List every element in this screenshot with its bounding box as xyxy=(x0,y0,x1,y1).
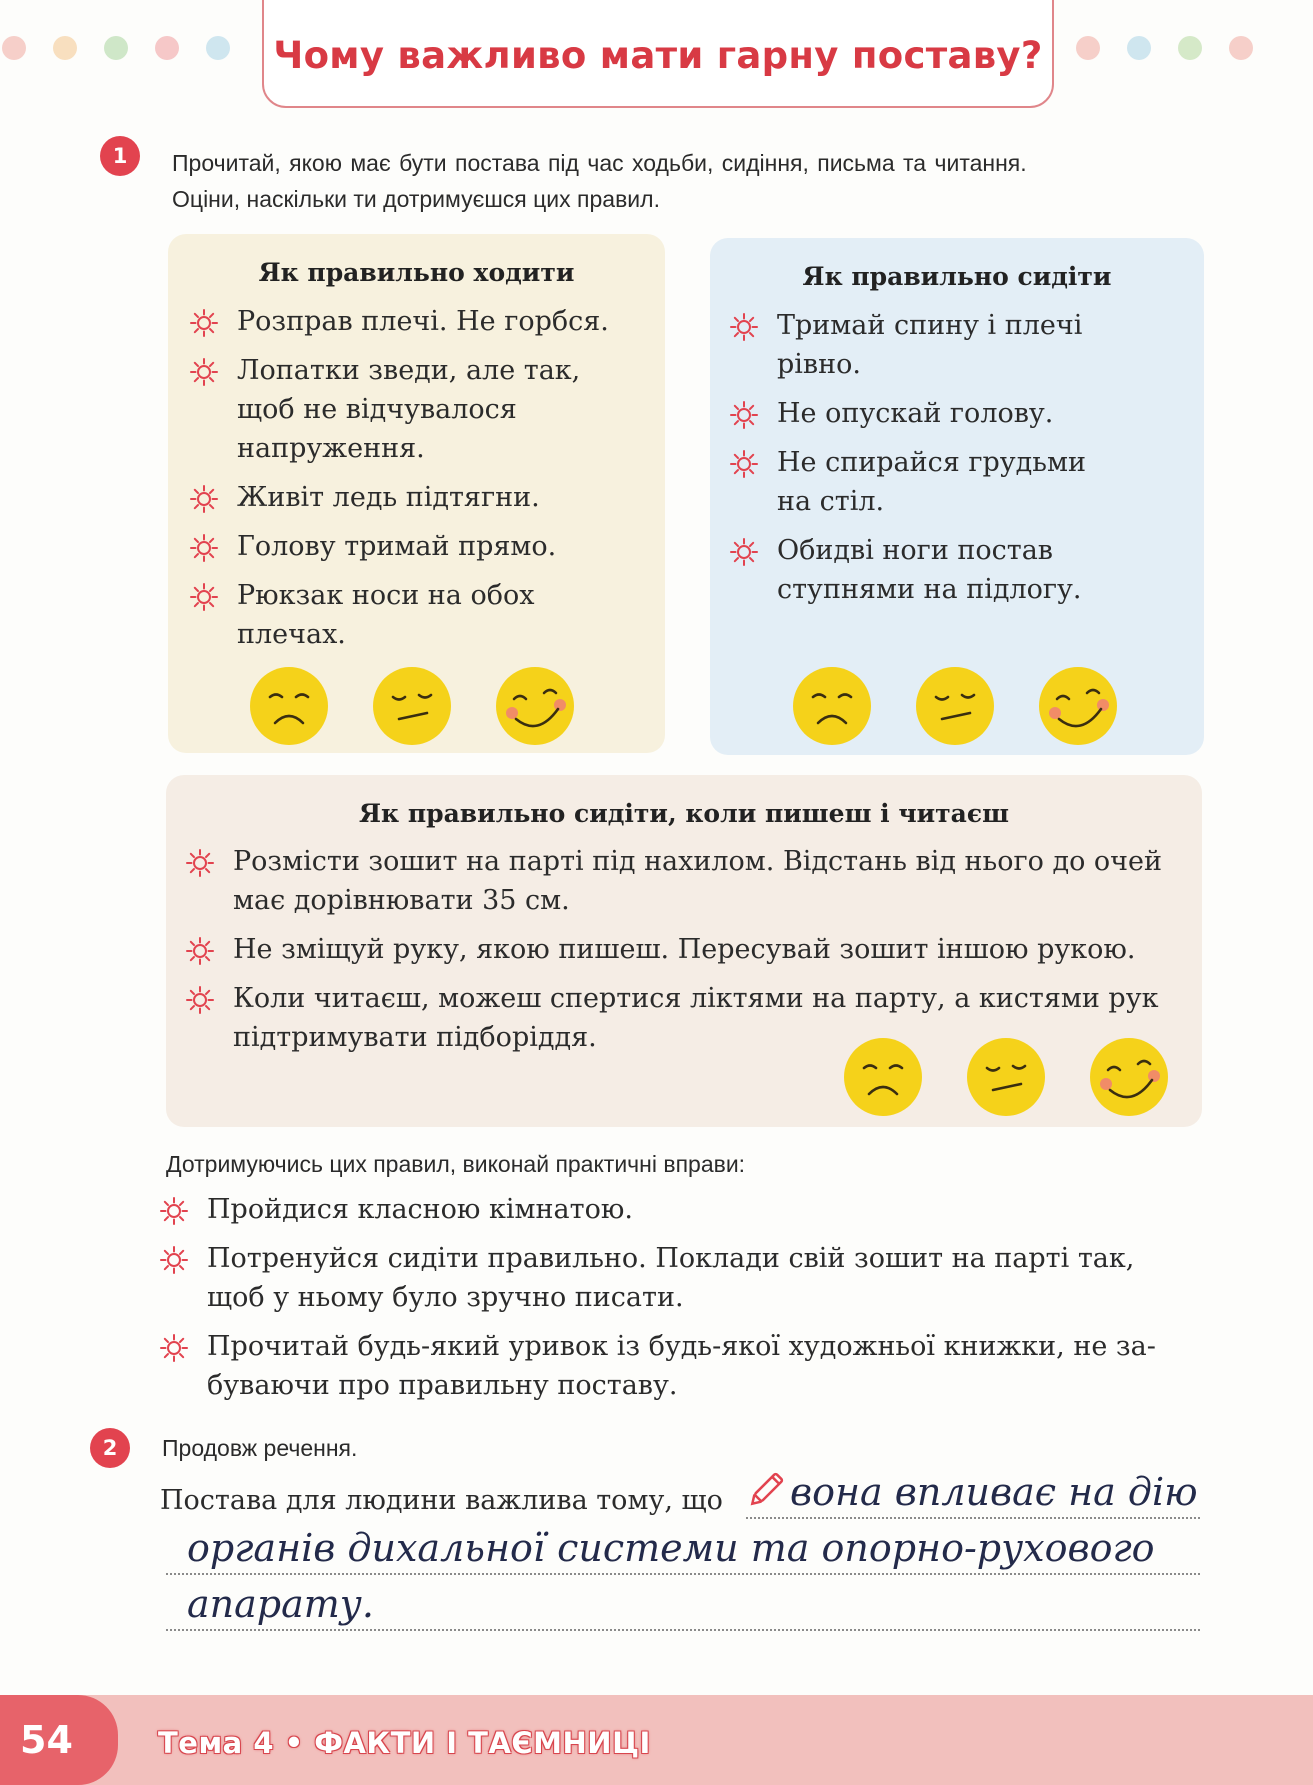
sun-bullet-icon xyxy=(730,538,758,566)
sun-bullet-icon xyxy=(190,485,218,513)
decor-dot xyxy=(1127,36,1151,60)
rule-item xyxy=(777,306,1082,384)
rule-item xyxy=(237,527,556,566)
rule-line: плечах. xyxy=(237,619,346,650)
rule-item xyxy=(777,443,1086,521)
sun-bullet-icon xyxy=(190,309,218,337)
sad-face-icon xyxy=(248,665,330,747)
rule-line: буваючи про правильну поставу. xyxy=(207,1370,678,1401)
card-title: Як правильно сидіти, коли пишеш і читаєш xyxy=(359,799,1009,828)
rule-line: підтримувати підборіддя. xyxy=(233,1022,597,1053)
decor-dot xyxy=(2,36,26,60)
rule-item xyxy=(237,478,540,517)
rule-item xyxy=(237,351,580,468)
header-dots-right xyxy=(1076,36,1253,60)
sun-bullet-icon xyxy=(190,534,218,562)
rule-line: Обидві ноги постав xyxy=(777,535,1054,566)
rule-line: Лопатки зведи, але так, xyxy=(237,355,581,386)
answer-line-1: вона впливає на дію xyxy=(790,1470,1198,1514)
sun-bullet-icon xyxy=(730,313,758,341)
sun-bullet-icon xyxy=(186,986,214,1014)
sun-bullet-icon xyxy=(160,1334,188,1362)
rule-line: Не спирайся грудьми xyxy=(777,447,1086,478)
sun-bullet-icon xyxy=(186,849,214,877)
decor-dot xyxy=(1229,36,1253,60)
instruction-line: Оціни, наскільки ти дотримуєшся цих правил. xyxy=(172,186,660,212)
page-title: Чому важливо мати гарну поставу? xyxy=(273,34,1043,77)
happy-face-icon xyxy=(494,665,576,747)
rule-line: Прочитай будь-який уривок із будь-якої художньої книжки, не за- xyxy=(207,1331,1156,1362)
rule-line: Рюкзак носи на обох xyxy=(237,580,535,611)
rule-item xyxy=(777,531,1082,609)
sentence-start: Постава для людини важлива тому, що xyxy=(160,1485,723,1516)
rule-line: Розмісти зошит на парті під нахилом. Відстань від нього до очей xyxy=(233,846,1163,877)
sun-bullet-icon xyxy=(186,937,214,965)
rule-line: Живіт ледь підтягни. xyxy=(237,482,540,513)
sad-face-icon xyxy=(842,1036,924,1118)
neutral-face-icon xyxy=(965,1036,1047,1118)
card-title: Як правильно ходити xyxy=(258,258,575,287)
sun-bullet-icon xyxy=(160,1197,188,1225)
answer-dotline xyxy=(166,1573,1200,1575)
answer-dotline xyxy=(166,1629,1200,1631)
sun-bullet-icon xyxy=(160,1246,188,1274)
rule-line: щоб у ньому було зручно писати. xyxy=(207,1282,684,1313)
decor-dot xyxy=(155,36,179,60)
header-dots-left xyxy=(2,36,230,60)
neutral-face-icon xyxy=(371,665,453,747)
rule-item xyxy=(233,842,1162,920)
sun-bullet-icon xyxy=(190,583,218,611)
rule-item xyxy=(233,930,1135,969)
sad-face-icon xyxy=(791,665,873,747)
rule-line: ступнями на підлогу. xyxy=(777,574,1082,605)
title-tab xyxy=(262,0,1054,108)
pencil-icon xyxy=(744,1460,796,1512)
decor-dot xyxy=(104,36,128,60)
sun-bullet-icon xyxy=(190,358,218,386)
happy-face-icon xyxy=(1037,665,1119,747)
instruction-line: Прочитай, якою має бути постава під час ходьби, сидіння, письма та читання. xyxy=(172,150,1027,176)
rule-line: на стіл. xyxy=(777,486,885,517)
decor-dot xyxy=(206,36,230,60)
rule-item xyxy=(237,302,609,341)
exercises-intro: Дотримуючись цих правил, виконай практичні вправи: xyxy=(166,1151,746,1177)
rule-item xyxy=(777,394,1053,433)
rule-line: рівно. xyxy=(777,349,861,380)
happy-face-icon xyxy=(1088,1036,1170,1118)
rule-line: щоб не відчувалося xyxy=(237,394,517,425)
answer-dotline xyxy=(746,1517,1200,1519)
rule-line: Потренуйся сидіти правильно. Поклади свій зошит на парті так, xyxy=(207,1243,1135,1274)
decor-dot xyxy=(1178,36,1202,60)
decor-dot xyxy=(1076,36,1100,60)
rule-line: Голову тримай прямо. xyxy=(237,531,557,562)
rule-line: Розправ плечі. Не горбся. xyxy=(237,306,609,337)
card-title: Як правильно сидіти xyxy=(802,262,1112,291)
rule-item xyxy=(207,1239,1134,1317)
rule-line: Тримай спину і плечі xyxy=(777,310,1083,341)
rule-line: Пройдися класною кімнатою. xyxy=(207,1194,633,1225)
rule-line: Коли читаєш, можеш спертися ліктями на парту, а кистями рук xyxy=(233,983,1159,1014)
rule-line: напруження. xyxy=(237,433,425,464)
rule-line: Не опускай голову. xyxy=(777,398,1054,429)
rule-item xyxy=(237,576,534,654)
sun-bullet-icon xyxy=(730,450,758,478)
answer-line-2: органів дихальної системи та опорно-рухового xyxy=(187,1526,1155,1570)
rule-item xyxy=(207,1190,633,1229)
rule-line: має дорівнювати 35 см. xyxy=(233,885,570,916)
answer-line-3: апарату. xyxy=(187,1582,374,1626)
decor-dot xyxy=(53,36,77,60)
rule-item xyxy=(207,1327,1156,1405)
task-number-badge: 2 xyxy=(90,1428,130,1468)
rule-line: Не зміщуй руку, якою пишеш. Пересувай зошит іншою рукою. xyxy=(233,934,1136,965)
task-number-badge: 1 xyxy=(100,136,140,176)
task2-instruction: Продовж речення. xyxy=(162,1435,358,1461)
neutral-face-icon xyxy=(914,665,996,747)
sun-bullet-icon xyxy=(730,401,758,429)
page-number: 54 xyxy=(20,1718,73,1762)
footer-topic: Тема 4 • ФАКТИ І ТАЄМНИЦІ xyxy=(158,1726,651,1760)
task1-instruction xyxy=(172,145,1027,217)
